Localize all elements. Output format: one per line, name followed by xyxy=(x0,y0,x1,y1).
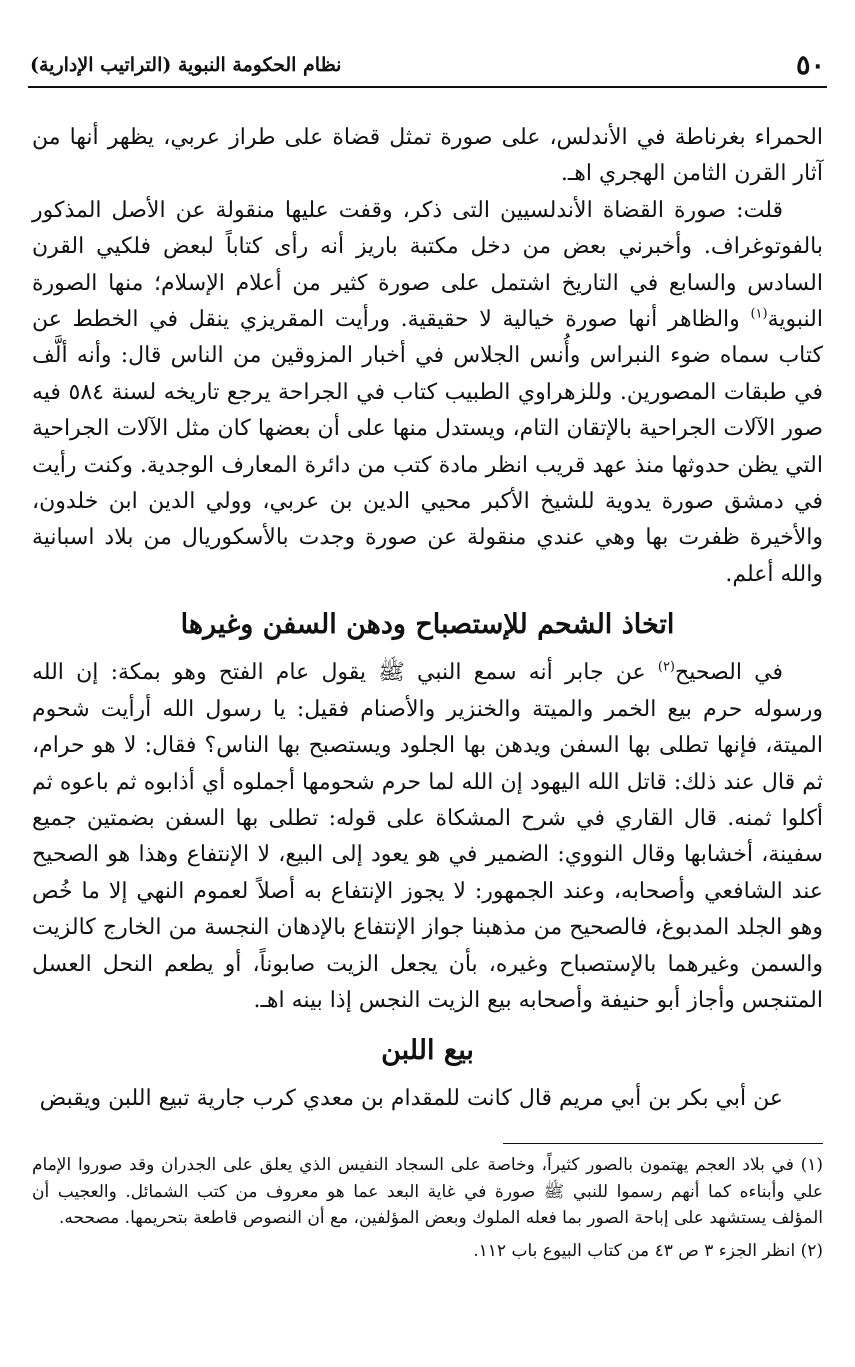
paragraph-text: عن جابر أنه سمع النبي ﷺ يقول عام الفتح وهو بمكة: إن الله ورسوله حرم بيع الخمر والميتة والخنزير والأصنام فقيل: يا رسول الله أرأيت شحوم الميتة، فإنها تطلى بها السفن ويدهن بها الجلود ويستصبح بها الناس؟ فقال: لا هو حرام، ثم قال عند ذلك: قاتل الله اليهود إن الله لما حرم شحومها أجملوه أي أذابوه ثم باعوه ثم أكلوا ثمنه. قال القاري في شرح المشكاة على قوله: تطلى بها السفن بضمتين جميع سفينة، أخشابها وقال النووي: الضمير في هو يعود إلى البيع، لا الإنتفاع وهذا هو الصحيح عند الشافعي وأصحابه، وعند الجمهور: لا يجوز الإنتفاع به أصلاً لعموم النهي إلا ما خُص وهو الجلد المدبوغ، فالصحيح من مذهبنا جواز الإنتفاع بالإدهان النجسة من الخارج كالزيت والسمن وغيرهما بالإستصباح وغيره، بأن يجعل الزيت صابوناً، أو يطعم النحل العسل المتنجس وأجاز أبو حنيفة وأصحابه بيع الزيت النجس إذا بينه اهـ. xyxy=(32,660,823,1013)
footnote: (١) في بلاد العجم يهتمون بالصور كثيراً، وخاصة على السجاد النفيس الذي يعلق على الجدران وقد صوروا الإمام علي وأبناءه كما أنهم رسموا للنبي ﷺ صورة في غاية البعد عما هو معروف من كتب الشمائل. والعجيب أن المؤلف يستشهد على إباحة الصور بما فعله الملوك وبعض المؤلفين، مع أن النصوص قاطعة بتحريمها. مصححه. xyxy=(32,1155,823,1228)
paragraph xyxy=(32,655,823,1019)
paragraph-text: في الصحيح xyxy=(675,660,783,686)
paragraph: عن أبي بكر بن أبي مريم قال كانت للمقدام بن معدي كرب جارية تبيع اللبن ويقبض xyxy=(39,1086,783,1112)
footnote-ref: (٢) xyxy=(657,659,675,675)
paragraph xyxy=(32,193,823,593)
paragraph-text: قلت: صورة القضاة الأندلسيين التى ذكر، وقفت عليها منقولة عن الأصل المذكور بالفوتوغراف. وأخبرني بعض من دخل مكتبة باريز أنه رأى كتاباً لبعض فلكيي القرن السادس والسابع في التاريخ اشتمل على صورة كثير من أعلام الإسلام؛ منها الصورة النبوية xyxy=(32,197,823,333)
footnote-ref: (١) xyxy=(750,306,768,322)
paragraph: الحمراء بغرناطة في الأندلس، على صورة تمثل قضاة على طراز عربي، يظهر أنها من آثار القرن الثامن الهجري اهـ. xyxy=(32,125,823,187)
section-heading: اتخاذ الشحم للإستصباح ودهن السفن وغيرها xyxy=(180,609,675,641)
footnote-divider xyxy=(503,1143,823,1144)
footnote: (٢) انظر الجزء ٣ ص ٤٣ من كتاب البيوع باب ١١٢. xyxy=(473,1240,823,1261)
running-title: نظام الحكومة النبوية (التراتيب الإدارية) xyxy=(30,54,342,76)
page-header xyxy=(28,46,827,88)
section-heading: بيع اللبن xyxy=(381,1035,474,1067)
footnotes xyxy=(32,1152,823,1270)
page-number: ٥٠ xyxy=(795,50,825,81)
main-text xyxy=(32,120,823,1118)
paragraph-text: والظاهر أنها صورة خيالية لا حقيقية. ورأيت المقريزي ينقل في الخطط عن كتاب سماه ضوء النبراس وأُنس الجلاس في أخبار المزوقين من الناس قال: وأنه ألَّف في طبقات المصورين. وللزهراوي الطبيب كتاب في الجراحة يرجع تاريخه لسنة ٥٨٤ فيه صور الآلات الجراحية بالإتقان التام، ويستدل منها على أن بعضها كان مثل الآلات الجراحية التي يظن حدوثها منذ عهد قريب انظر مادة كتب من دائرة المعارف الوجدية. وكنت رأيت في دمشق صورة يدوية للشيخ الأكبر محيي الدين بن عربي، وولي الدين ابن خلدون، والأخيرة ظفرت بها وهي عندي منقولة عن صورة وجدت بالأسكوريال من بلاد اسبانية والله أعلم. xyxy=(32,307,824,587)
